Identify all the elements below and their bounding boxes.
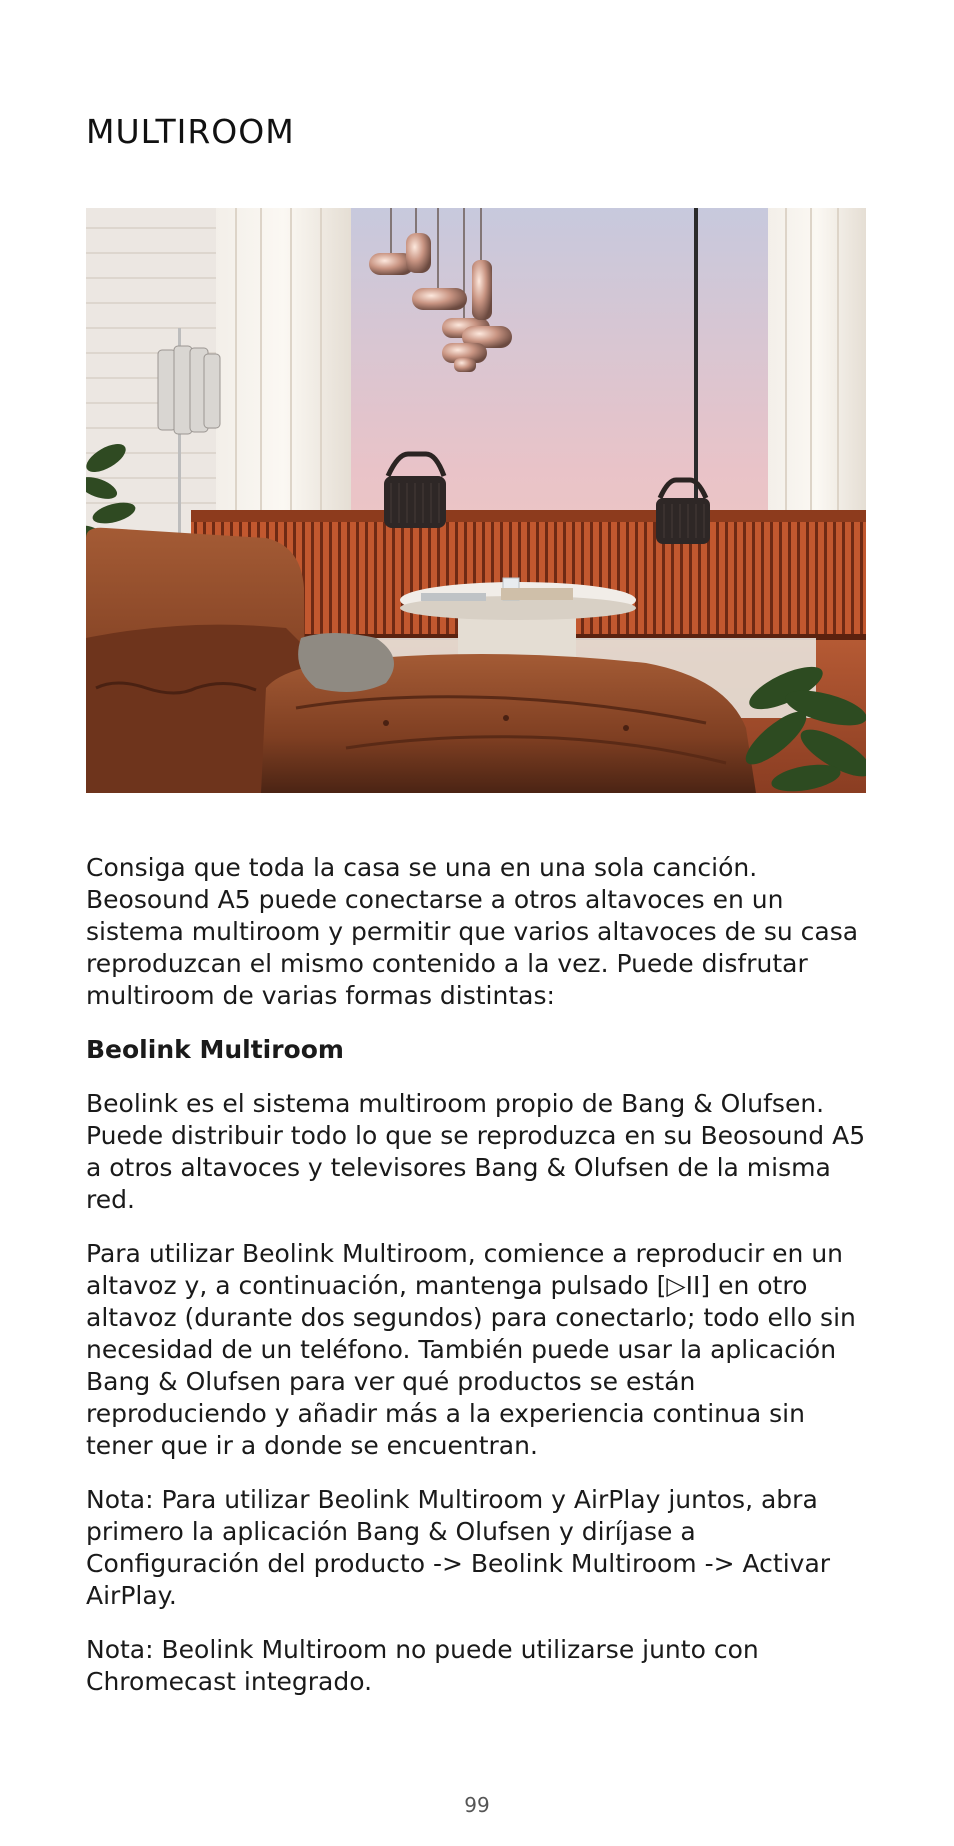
intro-paragraph: Consiga que toda la casa se una en una sola canción. Beosound A5 puede conectarse a otros altavoces en un sistema multiroom y permitir que varios altavoces de su casa reproduzcan el mismo contenido a la vez. Puede disfrutar multiroom de varias formas distintas: — [86, 853, 859, 1010]
section-heading: Beolink Multiroom — [86, 1035, 344, 1064]
page-number: 99 — [464, 1793, 490, 1817]
paragraph: Para utilizar Beolink Multiroom, comience a reproducir en un altavoz y, a continuación, mantenga pulsado [▷II] en otro altavoz (durante dos segundos) para conectarlo; todo ello sin necesidad de un teléfono. También puede usar la aplicación Bang & Olufsen para ver qué productos se están reproduciendo y añadir más a la experiencia continua sin tener que ir a donde se encuentran. — [86, 1239, 856, 1460]
living-room-photo — [86, 208, 866, 793]
living-room-illustration — [86, 208, 866, 793]
paragraph: Beolink es el sistema multiroom propio de Bang & Olufsen. Puede distribuir todo lo que se reproduzca en su Beosound A5 a otros altavoces y televisores Bang & Olufsen de la misma red. — [86, 1089, 866, 1214]
body-text — [86, 852, 876, 1720]
note-paragraph: Nota: Para utilizar Beolink Multiroom y AirPlay juntos, abra primero la aplicación Bang & Olufsen y diríjase a Configuración del producto -> Beolink Multiroom -> Activar AirPlay. — [86, 1485, 831, 1610]
page-title: MULTIROOM — [86, 112, 295, 151]
note-paragraph: Nota: Beolink Multiroom no puede utilizarse junto con Chromecast integrado. — [86, 1635, 759, 1696]
